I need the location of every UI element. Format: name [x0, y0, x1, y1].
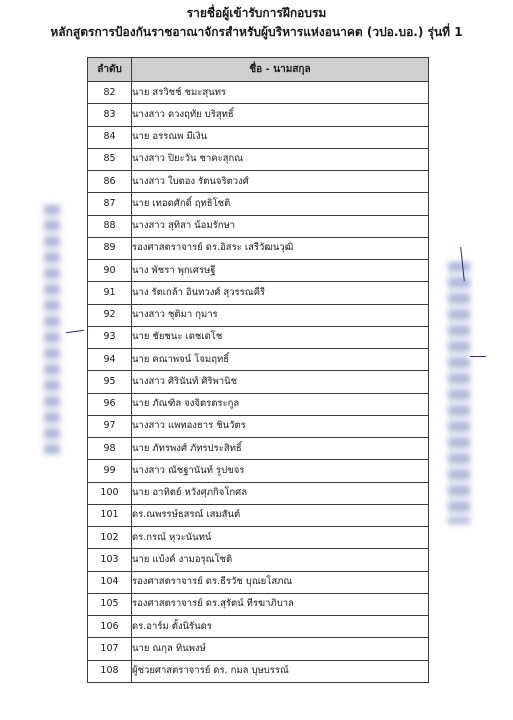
row-order-number: 100 — [88, 482, 132, 504]
row-order-number: 102 — [88, 527, 132, 549]
row-order-number: 106 — [88, 616, 132, 638]
row-order-number: 96 — [88, 393, 132, 415]
row-order-number: 98 — [88, 438, 132, 460]
redacted-margin-right — [448, 262, 470, 524]
row-full-name: นาย อาทิตย์ หวังศุภกิจโกศล — [132, 482, 429, 504]
row-order-number: 83 — [88, 104, 132, 126]
row-order-number: 87 — [88, 193, 132, 215]
table-row — [88, 593, 429, 615]
table-row — [88, 638, 429, 660]
row-order-number: 97 — [88, 415, 132, 437]
row-order-number: 108 — [88, 660, 132, 682]
table-row — [88, 571, 429, 593]
roster-table — [87, 57, 429, 683]
row-full-name: นาย ณกุล ทินพงษ์ — [132, 638, 429, 660]
table-row — [88, 438, 429, 460]
table-row — [88, 527, 429, 549]
table-row — [88, 415, 429, 437]
row-full-name: นาย สรวิชช์ ชมะสุนทร — [132, 82, 429, 104]
pen-mark-right-lower — [470, 356, 486, 357]
row-order-number: 85 — [88, 148, 132, 170]
table-row — [88, 82, 429, 104]
table-row — [88, 616, 429, 638]
row-order-number: 103 — [88, 549, 132, 571]
row-order-number: 88 — [88, 215, 132, 237]
row-full-name: ผู้ช่วยศาสตราจารย์ ดร. กมล บุษบรรณ์ — [132, 660, 429, 682]
row-order-number: 86 — [88, 171, 132, 193]
table-row — [88, 304, 429, 326]
table-row — [88, 237, 429, 259]
document-subtitle: หลักสูตรการป้องกันราชอาณาจักรสำหรับผู้บริหารแห่งอนาคต (วปอ.บอ.) รุ่นที่ 1 — [50, 25, 463, 39]
table-row — [88, 371, 429, 393]
row-full-name: ดร.กรณ์ หุวะนันทน์ — [132, 527, 429, 549]
row-order-number: 95 — [88, 371, 132, 393]
table-row — [88, 215, 429, 237]
row-full-name: นาย ภัทรพงศ์ ภัทรประสิทธิ์ — [132, 438, 429, 460]
table-row — [88, 193, 429, 215]
row-full-name: นาง รัตเกล้า อินทวงศ์ สุวรรณคีรี — [132, 282, 429, 304]
row-order-number: 105 — [88, 593, 132, 615]
table-row — [88, 326, 429, 348]
row-full-name: นางสาว ดวงฤทัย บริสุทธิ์ — [132, 104, 429, 126]
table-body — [88, 82, 429, 683]
row-order-number: 82 — [88, 82, 132, 104]
header-order: ลำดับ — [88, 58, 132, 82]
table-row — [88, 349, 429, 371]
header-fullname: ชื่อ - นามสกุล — [132, 58, 429, 82]
document-title: รายชื่อผู้เข้ารับการฝึกอบรม — [186, 6, 327, 20]
row-full-name: นางสาว ณัชฐานันท์ รูปขจร — [132, 460, 429, 482]
table-row — [88, 260, 429, 282]
row-full-name: นาย แบ้งค์ งามอรุณโชติ — [132, 549, 429, 571]
row-full-name: นางสาว สุทิสา น้อมรักษา — [132, 215, 429, 237]
redacted-margin-left — [44, 205, 60, 455]
table-row — [88, 393, 429, 415]
row-full-name: นางสาว ชุติมา กุมาร — [132, 304, 429, 326]
row-full-name: นาง พัชรา พุกเศรษฐี — [132, 260, 429, 282]
row-full-name: รองศาสตราจารย์ ดร.สุรัตน์ ทีรฆาภิบาล — [132, 593, 429, 615]
row-full-name: นาย ชัยชนะ เดชเดโช — [132, 326, 429, 348]
row-full-name: นางสาว ปิยะวัน ชาคะสุกณ — [132, 148, 429, 170]
table-row — [88, 504, 429, 526]
table-row — [88, 660, 429, 682]
table-header-row — [88, 58, 429, 82]
row-full-name: ดร.ณพรรษ์ธสรณ์ เสมสันต์ — [132, 504, 429, 526]
table-row — [88, 104, 429, 126]
row-full-name: ดร.อาร์ม ตั้งนิรันดร — [132, 616, 429, 638]
table-row — [88, 482, 429, 504]
table-row — [88, 549, 429, 571]
table-row — [88, 126, 429, 148]
table-row — [88, 148, 429, 170]
row-order-number: 84 — [88, 126, 132, 148]
row-full-name: นาย คณาพจน์ โจมฤทธิ์ — [132, 349, 429, 371]
row-order-number: 89 — [88, 237, 132, 259]
row-full-name: รองศาสตราจารย์ ดร.อิสระ เสรีวัฒนวุฒิ — [132, 237, 429, 259]
table-row — [88, 460, 429, 482]
row-order-number: 93 — [88, 326, 132, 348]
row-full-name: รองศาสตราจารย์ ดร.ธีรวัช บุณยโสภณ — [132, 571, 429, 593]
row-full-name: นางสาว แพทองธาร ชินวัตร — [132, 415, 429, 437]
table-row — [88, 171, 429, 193]
row-order-number: 92 — [88, 304, 132, 326]
row-full-name: นาย ภัณฑิล จงจิตรตระกูล — [132, 393, 429, 415]
row-order-number: 104 — [88, 571, 132, 593]
row-full-name: นาย เทอดศักดิ์ ฤทธิโชติ — [132, 193, 429, 215]
row-full-name: นาย อรรณพ มีเงิน — [132, 126, 429, 148]
row-order-number: 107 — [88, 638, 132, 660]
row-order-number: 90 — [88, 260, 132, 282]
row-order-number: 94 — [88, 349, 132, 371]
pen-mark-left — [66, 330, 84, 333]
row-order-number: 91 — [88, 282, 132, 304]
table-row — [88, 282, 429, 304]
row-order-number: 99 — [88, 460, 132, 482]
row-order-number: 101 — [88, 504, 132, 526]
row-full-name: นางสาว ศิรินันท์ ศิริพานิช — [132, 371, 429, 393]
row-full-name: นางสาว ใบตอง รัตนจริตวงศ์ — [132, 171, 429, 193]
